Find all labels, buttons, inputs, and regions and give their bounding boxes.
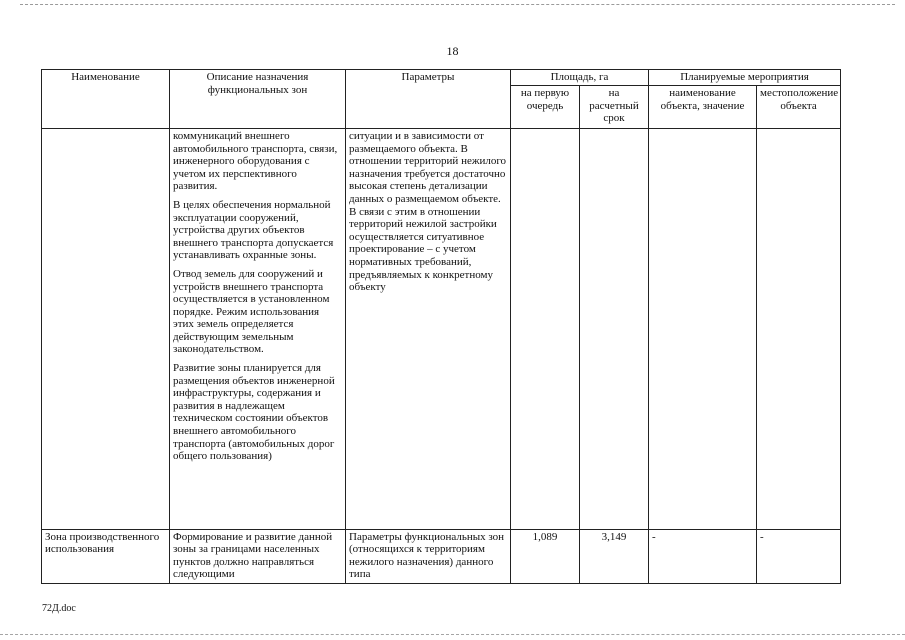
row1-description-para: В целях обеспечения нормальной эксплуатации сооружений, устройства других объектов внешнего транспорта допускается устанавливать охранные зоны. bbox=[173, 198, 334, 262]
table-row bbox=[42, 128, 841, 529]
row2-description: Формирование и развитие данной зоны за границами населенных пунктов должно направляться следующими bbox=[170, 529, 346, 583]
functional-zones-table bbox=[41, 69, 841, 584]
footer-filename: 72Д.doc bbox=[42, 603, 76, 614]
header-description: Описание назначения функциональных зон bbox=[170, 70, 346, 129]
header-planned-name: наименование объекта, значение bbox=[649, 86, 757, 129]
row1-description bbox=[170, 128, 346, 529]
header-parameters: Параметры bbox=[346, 70, 511, 129]
row2-parameters: Параметры функциональных зон (относящихся к территориям нежилого назначения) данного типа bbox=[346, 529, 511, 583]
row1-planned-name bbox=[649, 128, 757, 529]
row2-planned-location: - bbox=[757, 529, 841, 583]
row1-area-calc bbox=[580, 128, 649, 529]
row1-parameters: ситуации и в зависимости от размещаемого объекта. В отношении территорий нежилого назначения требуется достаточно высокая степень детализации данных о размещаемом объекте. В связи с этим в отношении территорий нежилой застройки осуществляется ситуативное проектирование – с учетом нормативных требований, предъявляемых к конкретному объекту bbox=[346, 128, 511, 529]
row1-description-para: Отвод земель для сооружений и устройств внешнего транспорта осуществляется в установленном порядке. Режим использования этих земель определяется действующим земельным законодательством. bbox=[173, 267, 330, 356]
scan-bottom-edge bbox=[0, 634, 905, 635]
header-area-calc: на расчетный срок bbox=[580, 86, 649, 129]
row1-area-first bbox=[511, 128, 580, 529]
table-row bbox=[42, 529, 841, 583]
row1-name bbox=[42, 128, 170, 529]
header-area: Площадь, га bbox=[511, 70, 649, 86]
header-name: Наименование bbox=[42, 70, 170, 129]
header-area-first: на первую очередь bbox=[511, 86, 580, 129]
row2-area-calc: 3,149 bbox=[580, 529, 649, 583]
row2-planned-name: - bbox=[649, 529, 757, 583]
row2-area-first: 1,089 bbox=[511, 529, 580, 583]
row1-description-para: коммуникаций внешнего автомобильного транспорта, связи, инженерного оборудования с учетом их перспективного развития. bbox=[173, 129, 338, 193]
header-planned-location: местоположение объекта bbox=[757, 86, 841, 129]
row1-description-para: Развитие зоны планируется для размещения объектов инженерной инфраструктуры, содержания и развития в надлежащем техническом состоянии объектов внешнего автомобильного транспорта (автомобильных дорог общего пользования) bbox=[173, 362, 335, 463]
scan-top-edge bbox=[20, 4, 895, 5]
row1-planned-location bbox=[757, 128, 841, 529]
page-number: 18 bbox=[446, 44, 459, 58]
row2-name: Зона производственного использования bbox=[42, 529, 170, 583]
header-planned: Планируемые мероприятия bbox=[649, 70, 841, 86]
